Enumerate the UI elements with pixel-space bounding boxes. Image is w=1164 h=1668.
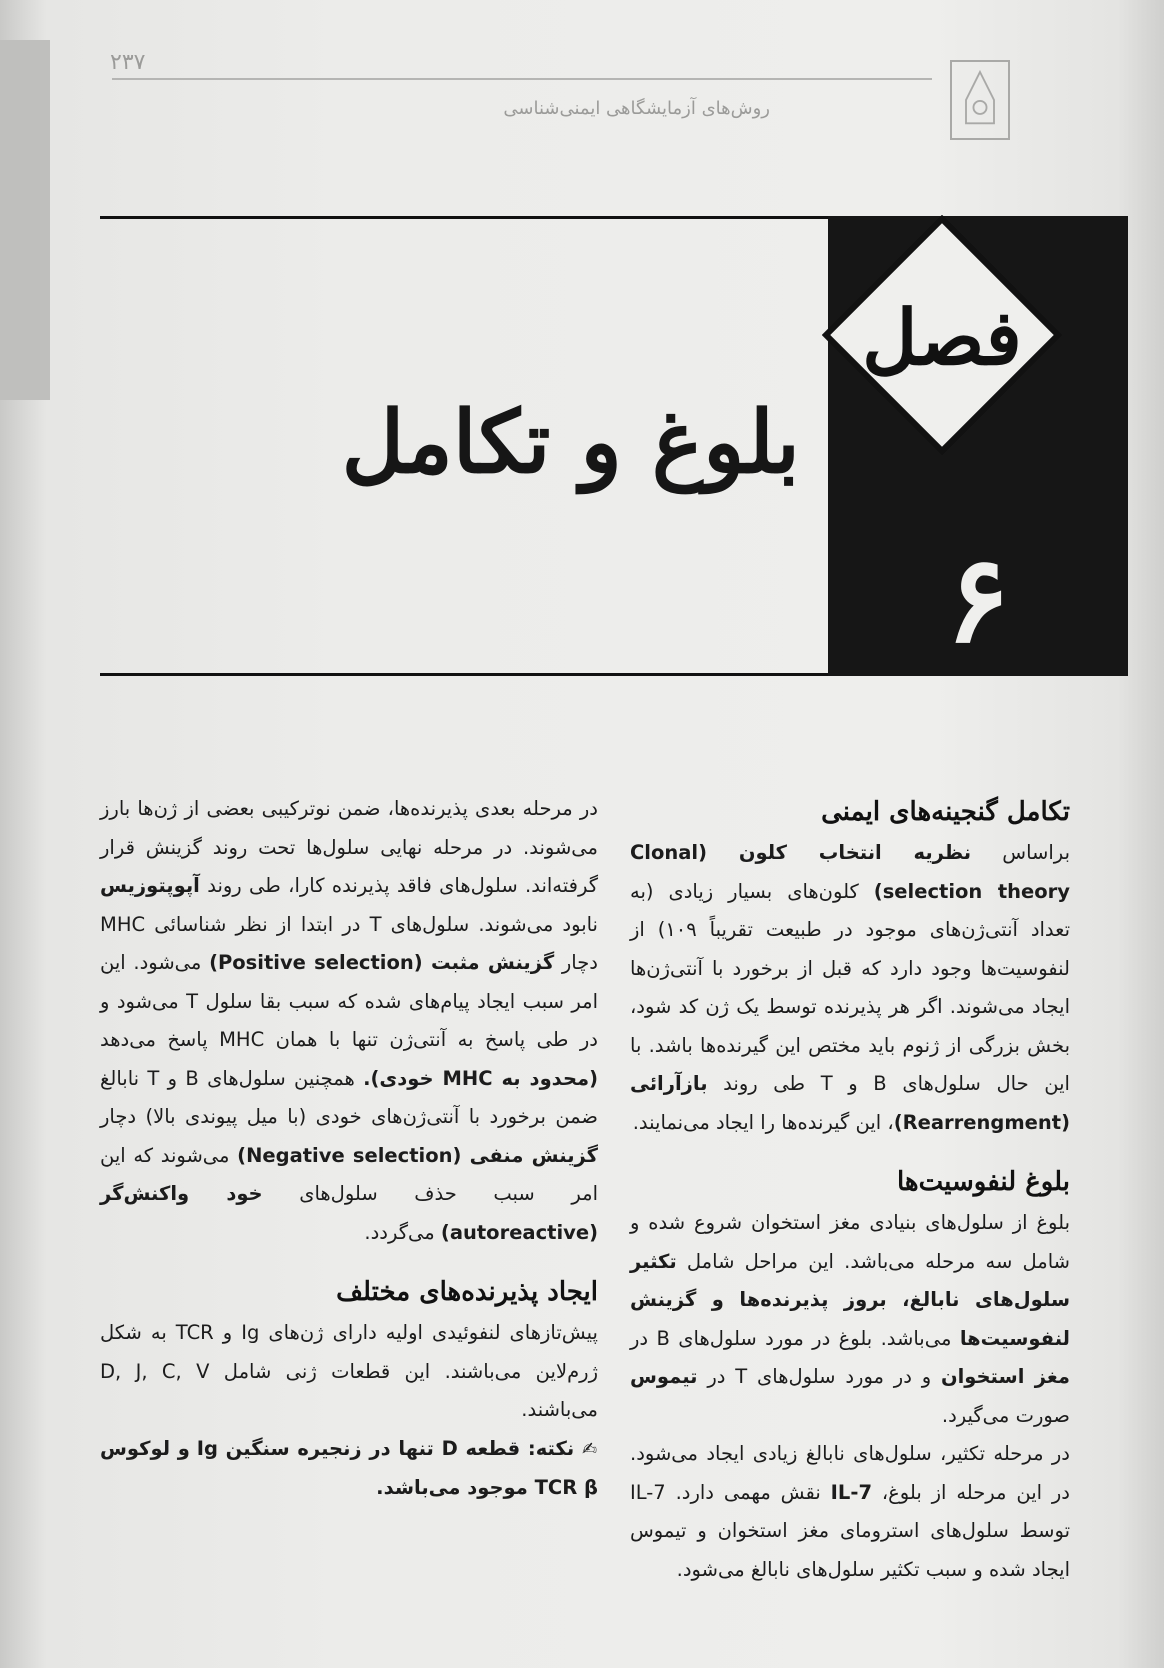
page-number: ۲۳۷ xyxy=(110,50,146,75)
page-edge-tab xyxy=(0,40,50,400)
paragraph xyxy=(630,834,1070,1142)
publisher-logo-icon xyxy=(950,60,1010,140)
text-run: در مرحله تکثیر، سلول‌های نابالغ زیادی ایجاد می‌شود. در این مرحله از بلوغ، xyxy=(630,1442,1070,1504)
text-run: و در مورد سلول‌های T در xyxy=(697,1365,941,1388)
right-column xyxy=(630,790,1070,1589)
bold-term: تیموس xyxy=(630,1365,698,1388)
text-run: نقش مهمی دارد. IL-7 توسط سلول‌های استرومای مغز استخوان و تیموس ایجاد شده و سبب تکثیر سلول‌های نابالغ می‌شود. xyxy=(630,1480,1070,1581)
paragraph xyxy=(100,790,598,1252)
bold-term: نظریه انتخاب کلون (Clonal selection theory) xyxy=(630,841,1070,903)
section-heading: بلوغ لنفوسیت‌ها xyxy=(897,1167,1070,1197)
bold-term: بازآرائی (Rearrengment) xyxy=(630,1072,1070,1134)
text-run: در مرحله بعدی پذیرنده‌ها، ضمن نوترکیبی بعضی از ژن‌ها بارز می‌شوند. در مرحله نهایی سلول‌ها تحت روند گزینش قرار گرفته‌اند. سلول‌های فاقد پذیرنده کارا، طی روند xyxy=(100,797,598,897)
header-rule xyxy=(112,78,932,80)
section-heading: ایجاد پذیرنده‌های مختلف xyxy=(336,1277,598,1307)
bold-term: تکثیر سلول‌های نابالغ، بروز پذیرنده‌ها و گزینش لنفوسیت‌ها xyxy=(630,1249,1070,1350)
text-run: صورت می‌گیرد. xyxy=(941,1403,1070,1427)
chapter-word: فصل xyxy=(862,293,1022,382)
note-label: نکته: xyxy=(527,1436,575,1460)
note xyxy=(100,1430,598,1508)
pen-icon: ✍ xyxy=(581,1438,598,1460)
chapter-number: ۶ xyxy=(945,529,1011,670)
text-run: نابود می‌شوند. سلول‌های T در ابتدا از نظر شناسائی MHC دچار xyxy=(100,912,598,974)
chapter-title: بلوغ و تکامل xyxy=(341,392,800,493)
text-run: می‌شوند که این امر سبب حذف سلول‌های xyxy=(100,1143,598,1205)
bold-term: IL-7 xyxy=(830,1480,873,1504)
bold-term: گزینش منفی (Negative selection) xyxy=(237,1143,598,1167)
text-run: می‌شود. این امر سبب ایجاد پیام‌های شده که سبب بقا سلول T می‌شود و در طی پاسخ به آنتی‌ژن تنها با همان MHC پاسخ می‌دهد xyxy=(100,951,598,1051)
title-rule-bottom xyxy=(100,673,828,676)
bold-term: مغز استخوان xyxy=(940,1365,1071,1388)
bold-term: آپوپتوزیس xyxy=(100,874,200,897)
paragraph: پیش‌تازهای لنفوئیدی اولیه دارای ژن‌های Ig و TCR به شکل ژرم‌لاین می‌باشند. این قطعات ژنی شامل D, J, C, V می‌باشند. xyxy=(100,1321,598,1421)
text-run: همچنین سلول‌های B و T نابالغ ضمن برخورد با آنتی‌ژن‌های خودی (با میل پیوندی بالا) دچار xyxy=(100,1066,598,1128)
note-text: قطعه D تنها در زنجیره سنگین Ig و لوکوس TCR β موجود می‌باشد. xyxy=(100,1436,598,1499)
running-title: روش‌های آزمایشگاهی ایمنی‌شناسی xyxy=(503,98,770,119)
text-run: بلوغ از سلول‌های بنیادی مغز استخوان شروع شده و شامل سه مرحله می‌باشد. این مراحل شامل xyxy=(630,1211,1070,1273)
paragraph xyxy=(630,1204,1070,1435)
text-run: می‌گردد. xyxy=(364,1220,441,1244)
text-run: می‌باشد. بلوغ در مورد سلول‌های B در xyxy=(630,1326,960,1350)
text-run: ، این گیرنده‌ها را ایجاد می‌نمایند. xyxy=(632,1110,894,1134)
bold-term: (محدود به MHC خودی). xyxy=(363,1066,598,1090)
left-column xyxy=(100,790,598,1508)
text-run: کلون‌های بسیار زیادی (به تعداد آنتی‌ژن‌های موجود در طبیعت تقریباً ۱۰۹) از لنفوسیت‌ها وجود دارد که قبل از برخورد با آنتی‌ژن‌ها ایجاد می‌شوند. اگر هر پذیرنده توسط یک ژن کد شود، بخش بزرگی از ژنوم باید مختص این گیرنده‌ها باشد. با این حال سلول‌های B و T طی روند xyxy=(630,879,1070,1095)
bold-term: خود واکنش‌گر (autoreactive) xyxy=(100,1182,598,1244)
bold-term: گزینش مثبت (Positive selection) xyxy=(209,951,555,974)
section-heading: تکامل گنجینه‌های ایمنی xyxy=(821,797,1070,827)
paragraph xyxy=(630,1435,1070,1589)
title-rule-top xyxy=(100,216,828,219)
text-run: براساس xyxy=(971,841,1070,864)
